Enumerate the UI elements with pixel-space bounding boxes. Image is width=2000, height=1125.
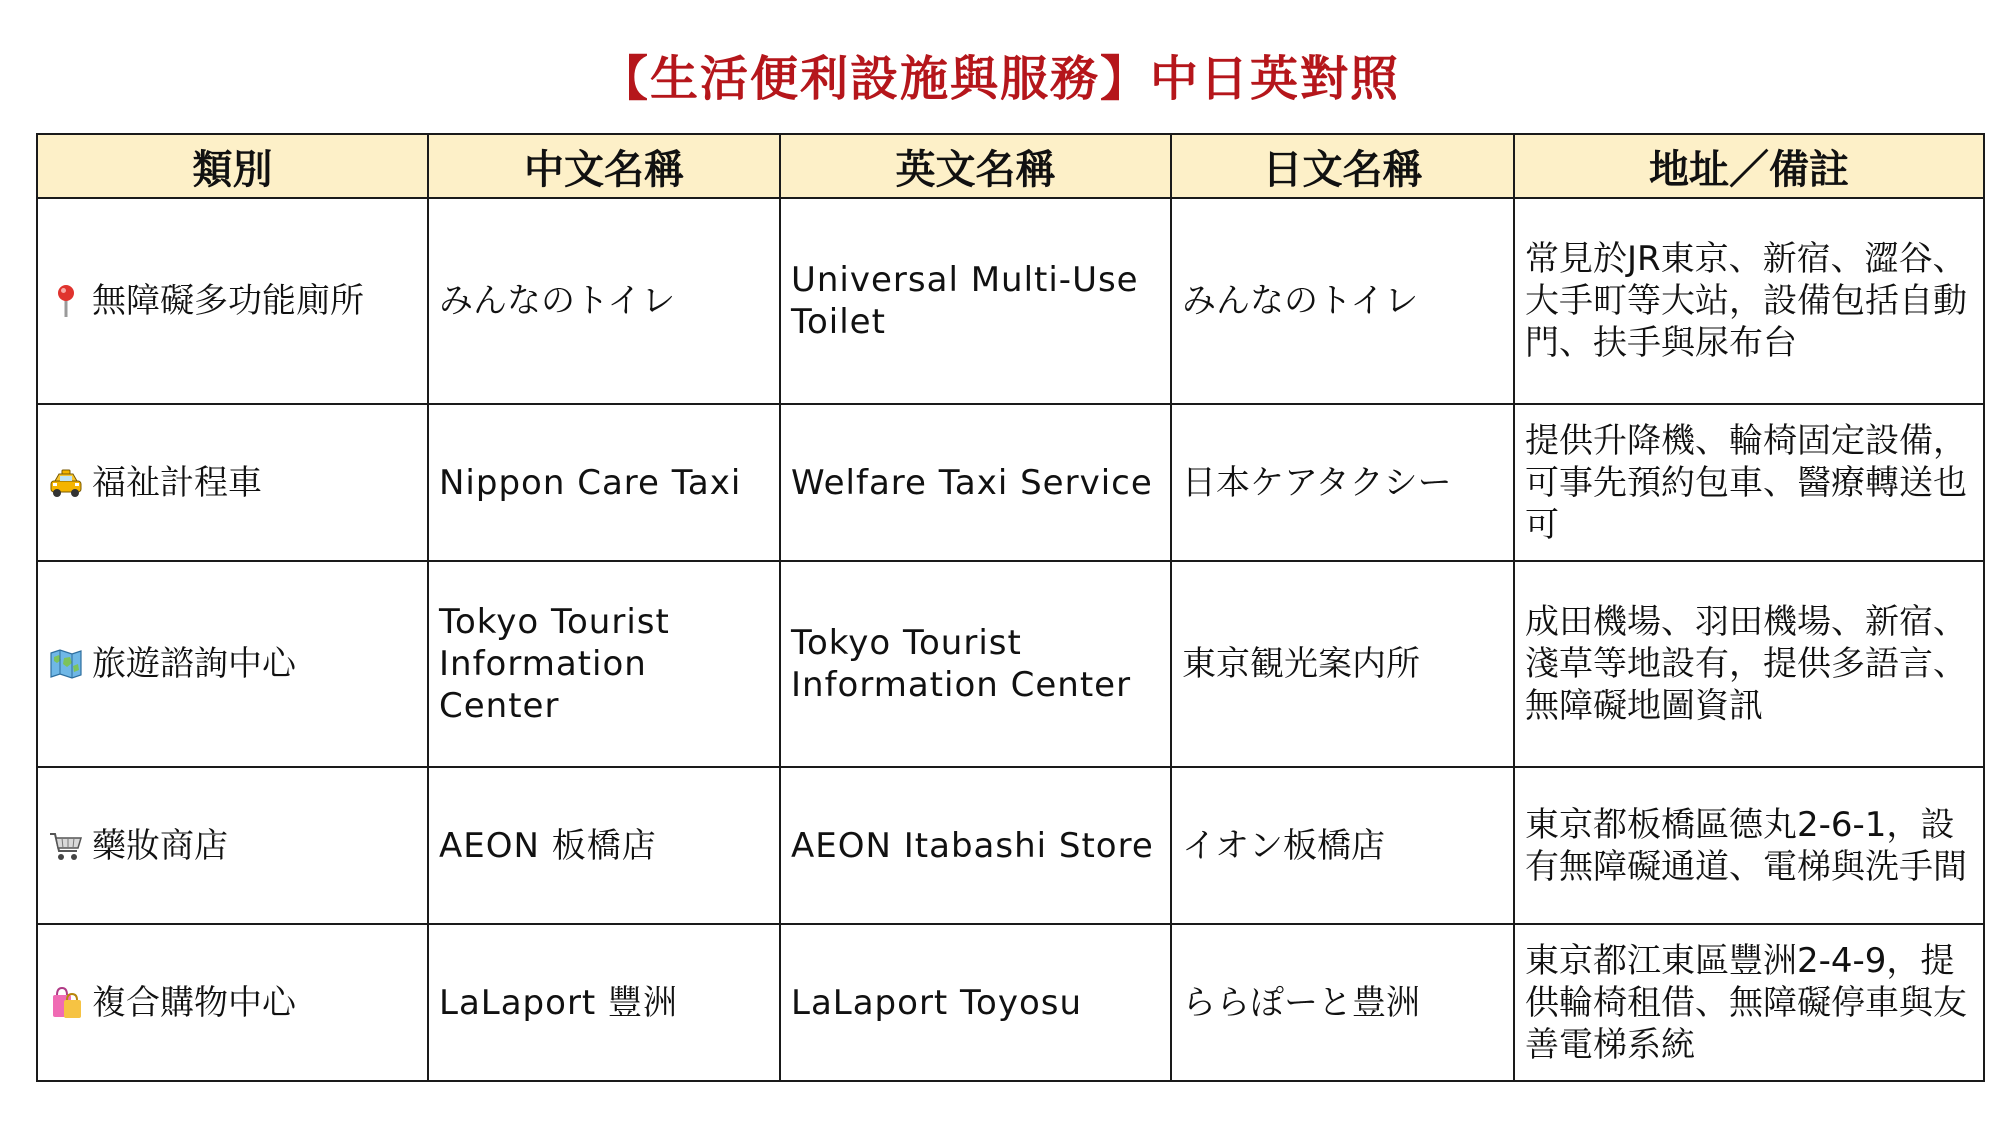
header-english-name: 英文名稱 — [780, 134, 1171, 198]
category-label: 福祉計程車 — [92, 462, 262, 503]
shopping-cart-icon — [48, 828, 84, 864]
chinese-name-cell: Tokyo Tourist Information Center — [428, 561, 780, 767]
map-pin-icon — [48, 283, 84, 319]
english-name-cell: Tokyo Tourist Information Center — [780, 561, 1171, 767]
table-row — [37, 561, 1984, 767]
japanese-name-cell: 東京観光案内所 — [1171, 561, 1514, 767]
japanese-name-cell: 日本ケアタクシー — [1171, 404, 1514, 561]
note-cell: 常見於JR東京、新宿、澀谷、大手町等大站，設備包括自動門、扶手與尿布台 — [1514, 198, 1984, 404]
english-name-cell: Welfare Taxi Service — [780, 404, 1171, 561]
chinese-name-cell: みんなのトイレ — [428, 198, 780, 404]
japanese-name-cell: ららぽーと豊洲 — [1171, 924, 1514, 1081]
english-name-cell: AEON Itabashi Store — [780, 767, 1171, 924]
category-label: 旅遊諮詢中心 — [92, 644, 296, 684]
note-cell: 成田機場、羽田機場、新宿、淺草等地設有，提供多語言、無障礙地圖資訊 — [1514, 561, 1984, 767]
category-label: 無障礙多功能廁所 — [92, 281, 364, 321]
chinese-name-cell: Nippon Care Taxi — [428, 404, 780, 561]
header-category: 類別 — [37, 134, 428, 198]
table-row — [37, 404, 1984, 561]
japanese-name-cell: イオン板橋店 — [1171, 767, 1514, 924]
category-cell — [37, 561, 428, 767]
header-chinese-name: 中文名稱 — [428, 134, 780, 198]
taxi-icon — [48, 465, 84, 501]
chinese-name-cell: LaLaport 豐洲 — [428, 924, 780, 1081]
table-row — [37, 198, 1984, 404]
note-cell: 東京都板橋區德丸2-6-1，設有無障礙通道、電梯與洗手間 — [1514, 767, 1984, 924]
note-cell: 提供升降機、輪椅固定設備，可事先預約包車、醫療轉送也可 — [1514, 404, 1984, 561]
shopping-bags-icon — [48, 985, 84, 1021]
category-cell — [37, 198, 428, 404]
category-cell — [37, 404, 428, 561]
header-japanese-name: 日文名稱 — [1171, 134, 1514, 198]
header-address-note: 地址／備註 — [1514, 134, 1984, 198]
note-cell: 東京都江東區豐洲2-4-9，提供輪椅租借、無障礙停車與友善電梯系統 — [1514, 924, 1984, 1081]
english-name-cell: LaLaport Toyosu — [780, 924, 1171, 1081]
facility-table — [36, 133, 1985, 1082]
japanese-name-cell: みんなのトイレ — [1171, 198, 1514, 404]
category-label: 複合購物中心 — [92, 982, 296, 1023]
english-name-cell: Universal Multi-Use Toilet — [780, 198, 1171, 404]
page-title: 【生活便利設施與服務】中日英對照 — [599, 51, 1400, 107]
category-label: 藥妝商店 — [92, 825, 228, 866]
table-header-row — [37, 134, 1984, 198]
category-cell — [37, 924, 428, 1081]
table-row — [37, 924, 1984, 1081]
category-cell — [37, 767, 428, 924]
chinese-name-cell: AEON 板橋店 — [428, 767, 780, 924]
table-row — [37, 767, 1984, 924]
world-map-icon — [48, 646, 84, 682]
